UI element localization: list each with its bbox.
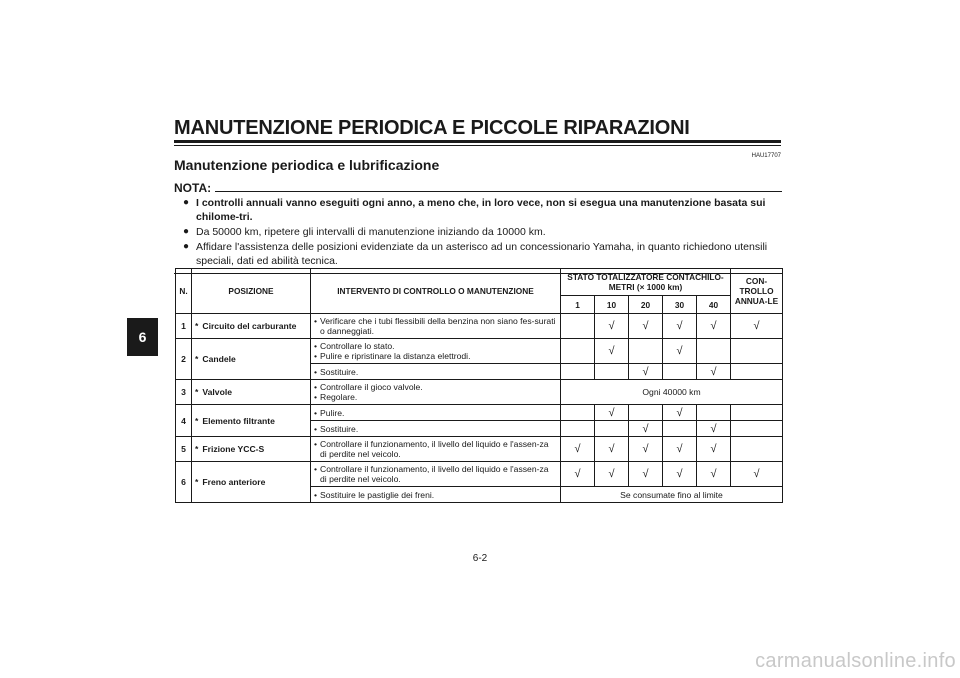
bullet-icon: ● [183,226,190,237]
check-mark: √ [731,314,783,339]
check-mark: √ [561,462,595,487]
check-mark: √ [663,462,697,487]
nota-label: NOTA: [174,181,212,195]
row-number: 2 [176,339,192,380]
check-mark: √ [595,405,629,421]
interval-note: Se consumate fino al limite [561,487,783,503]
check-mark [561,314,595,339]
check-mark: √ [629,437,663,462]
row-action [311,405,561,421]
row-position [192,339,311,380]
maintenance-table [175,268,783,503]
section-title: Manutenzione periodica e lubrificazione [174,157,440,173]
check-mark: √ [663,339,697,364]
action-item: • Controllare il gioco valvole. [314,382,557,392]
action-item: • Pulire e ripristinare la distanza elettrodi. [314,351,557,361]
col-header-action: INTERVENTO DI CONTROLLO O MANUTENZIONE [311,269,561,314]
interval-note: Ogni 40000 km [561,380,783,405]
action-item: • Controllare il funzionamento, il livello del liquido e l'assen-za di perdite nel veicolo. [314,464,557,484]
nota-item-text: Affidare l'assistenza delle posizioni evidenziate da un asterisco ad un concessionario Yamaha, in quanto richiedono utensili speciali, dati ed abilità tecnica. [196,241,768,267]
row-position [192,405,311,437]
check-mark [561,405,595,421]
table-row [176,437,783,462]
nota-block [174,181,782,274]
row-number: 4 [176,405,192,437]
asterisk: * [195,321,199,331]
col-header-position: POSIZIONE [192,269,311,314]
row-action [311,364,561,380]
page-title: MANUTENZIONE PERIODICA E PICCOLE RIPARAZIONI [174,117,690,139]
col-header-km: 30 [663,296,697,314]
title-rule-thin [174,145,781,146]
row-position-label: Candele [202,354,236,364]
row-action [311,462,561,487]
check-mark [561,364,595,380]
nota-rule [215,191,782,192]
col-header-km: 40 [697,296,731,314]
col-header-km: 20 [629,296,663,314]
check-mark: √ [595,314,629,339]
nota-header [174,181,782,195]
check-mark [561,339,595,364]
nota-item-text: I controlli annuali vanno eseguiti ogni anno, a meno che, in loro vece, non si esegua una manutenzione basata sui chilome-tri. [196,197,766,223]
check-mark: √ [595,437,629,462]
action-item: • Controllare il funzionamento, il livello del liquido e l'assen-za di perdite nel veicolo. [314,439,557,459]
check-mark [595,364,629,380]
section-code: HAU17707 [751,153,781,159]
check-mark: √ [697,364,731,380]
check-mark [663,364,697,380]
row-number: 1 [176,314,192,339]
row-action [311,437,561,462]
row-number: 3 [176,380,192,405]
asterisk: * [195,444,199,454]
check-mark [731,339,783,364]
check-mark: √ [697,437,731,462]
action-item: • Pulire. [314,408,557,418]
check-mark [595,421,629,437]
table-header-row [176,269,783,296]
check-mark: √ [629,314,663,339]
check-mark: √ [595,339,629,364]
check-mark: √ [697,421,731,437]
check-mark: √ [697,314,731,339]
row-position [192,462,311,503]
action-item: • Sostituire le pastiglie dei freni. [314,490,557,500]
check-mark [731,421,783,437]
table-row [176,314,783,339]
watermark: carmanualsonline.info [755,650,956,672]
nota-item [174,225,782,239]
chapter-tab: 6 [127,318,158,356]
check-mark: √ [629,462,663,487]
bullet-icon: ● [183,241,190,252]
asterisk: * [195,477,199,487]
nota-item-text: Da 50000 km, ripetere gli intervalli di manutenzione iniziando da 10000 km. [196,226,546,238]
check-mark [629,339,663,364]
action-item: • Sostituire. [314,367,557,377]
action-item: • Verificare che i tubi flessibili della benzina non siano fes-surati o danneggiati. [314,316,557,336]
check-mark: √ [595,462,629,487]
page-number: 6-2 [472,553,488,564]
check-mark: √ [561,437,595,462]
check-mark: √ [663,314,697,339]
nota-item [174,240,782,268]
row-position [192,437,311,462]
nota-item [174,196,782,224]
check-mark: √ [697,462,731,487]
row-action [311,487,561,503]
bullet-icon: ● [183,197,190,208]
row-position-label: Elemento filtrante [202,415,275,426]
asterisk: * [195,415,199,426]
row-number: 5 [176,437,192,462]
check-mark [561,421,595,437]
table-row [176,380,783,405]
title-rule [174,140,781,143]
row-position-label: Circuito del carburante [202,321,297,331]
row-action [311,339,561,364]
row-position [192,314,311,339]
row-position-label: Freno anteriore [202,477,266,487]
check-mark [629,405,663,421]
check-mark: √ [629,421,663,437]
asterisk: * [195,354,199,364]
check-mark: √ [629,364,663,380]
check-mark [731,364,783,380]
row-action [311,380,561,405]
col-header-annual: CON-TROLLO ANNUA-LE [731,269,783,314]
check-mark: √ [731,462,783,487]
row-position-label: Frizione YCC-S [202,444,265,454]
check-mark [731,405,783,421]
check-mark [663,421,697,437]
col-header-km: 1 [561,296,595,314]
action-item: • Regolare. [314,392,557,402]
table-row [176,405,783,421]
row-number: 6 [176,462,192,503]
row-action [311,314,561,339]
row-position-label: Valvole [202,387,232,397]
col-header-n: N. [176,269,192,314]
table-row [176,462,783,487]
row-action [311,421,561,437]
asterisk: * [195,387,199,397]
check-mark [697,339,731,364]
check-mark [731,437,783,462]
table-row [176,339,783,364]
check-mark [697,405,731,421]
check-mark: √ [663,437,697,462]
col-header-odometer: STATO TOTALIZZATORE CONTACHILO-METRI (× 1000 km) [561,269,731,296]
row-position [192,380,311,405]
col-header-km: 10 [595,296,629,314]
action-item: • Sostituire. [314,424,557,434]
check-mark: √ [663,405,697,421]
action-item: • Controllare lo stato. [314,341,557,351]
